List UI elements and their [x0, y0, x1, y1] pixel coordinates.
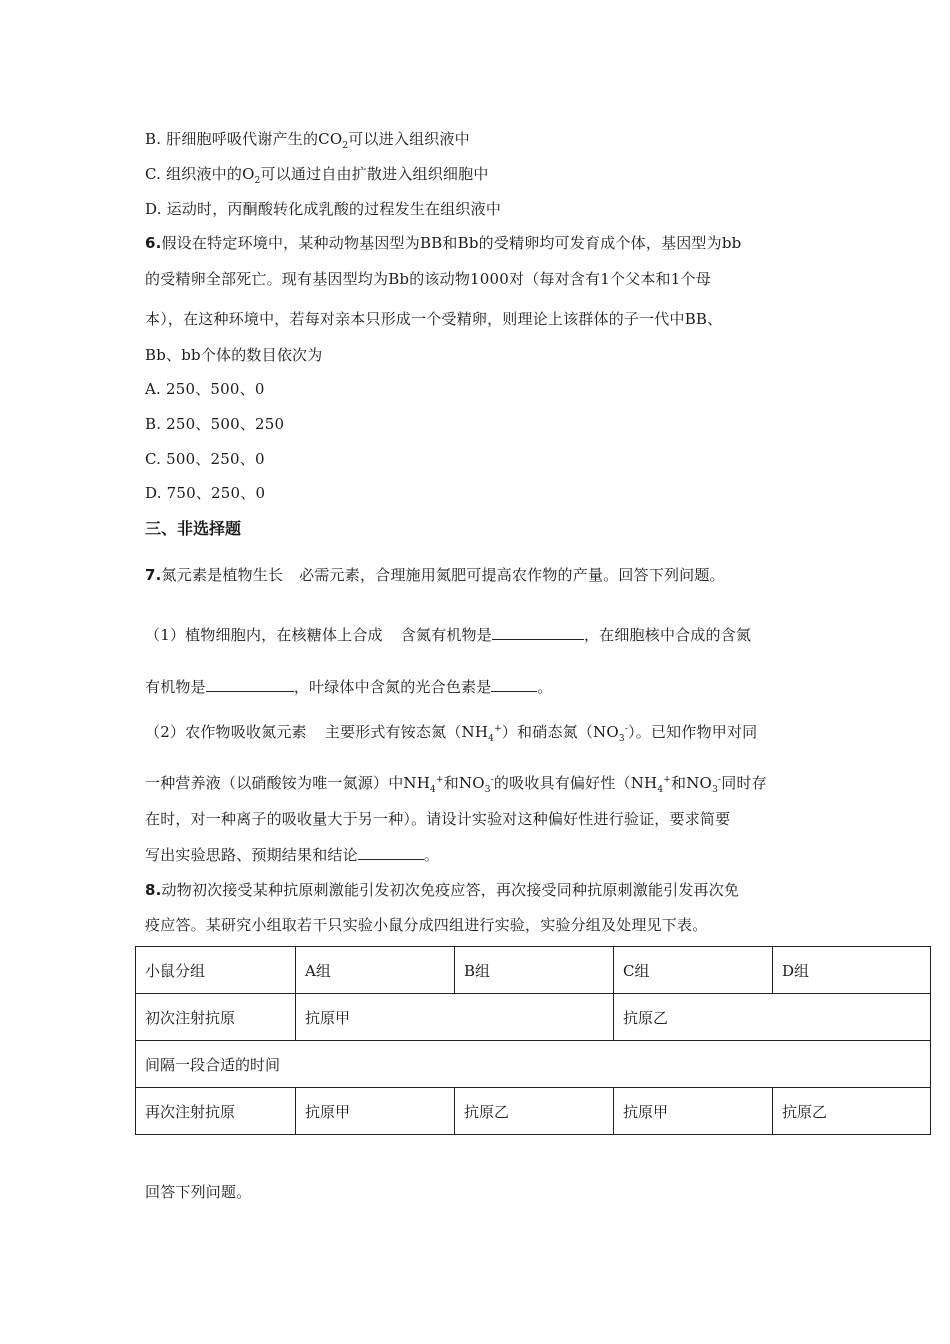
table-cell: 抗原甲	[296, 994, 614, 1041]
table-row	[136, 1041, 931, 1088]
q7-part2-line3: 在时，对一种离子的吸收量大于另一种）。请设计实验对这种偏好性进行验证，要求简要	[145, 810, 731, 828]
q8-after-text: 回答下列问题。	[145, 1183, 252, 1201]
q6-line-3: 本），在这种环境中，若每对亲本只形成一个受精卵，则理论上该群体的子一代中BB、	[145, 310, 723, 328]
experiment-group-table	[135, 946, 931, 1135]
q8-number: 8.	[145, 881, 162, 899]
q6-option-c: C. 500、250、0	[145, 450, 265, 468]
table-row	[136, 994, 931, 1041]
q5-option-c: C. 组织液中的$O_2$可以通过自由扩散进入组织细胞中	[145, 165, 489, 186]
q5-option-b: B. 肝细胞呼吸代谢产生的$CO_2$可以进入组织液中	[145, 130, 470, 151]
q8-line-2: 疫应答。某研究小组取若干只实验小鼠分成四组进行实验，实验分组及处理见下表。	[145, 916, 708, 934]
table-cell: 小鼠分组	[136, 947, 296, 994]
q5-option-d: D. 运动时，丙酮酸转化成乳酸的过程发生在组织液中	[145, 200, 502, 218]
table-cell: 抗原乙	[773, 1088, 931, 1135]
q7-part1-line2: 有机物是 ，叶绿体中含氮的光合色素是 。	[145, 678, 553, 696]
q7-intro: 7.氮元素是植物生长 必需元素，合理施用氮肥可提高农作物的产量。回答下列问题。	[145, 566, 725, 584]
q7-blank-4[interactable]	[358, 845, 424, 860]
table-cell: 抗原甲	[296, 1088, 455, 1135]
q6-number: 6.	[145, 234, 162, 252]
table-cell: C组	[614, 947, 773, 994]
q6-line-1: 6.假设在特定环境中，某种动物基因型为BB和Bb的受精卵均可发育成个体，基因型为bb	[145, 234, 742, 252]
q7-part1-line1: （1）植物细胞内，在核糖体上合成 含氮有机物是 ，在细胞核中合成的含氮	[145, 626, 752, 644]
q8-line-1: 8.动物初次接受某种抗原刺激能引发初次免疫应答，再次接受同种抗原刺激能引发再次免	[145, 881, 740, 899]
table-cell: 初次注射抗原	[136, 994, 296, 1041]
table-cell: 抗原甲	[614, 1088, 773, 1135]
table-cell: 再次注射抗原	[136, 1088, 296, 1135]
table-cell: 抗原乙	[614, 994, 931, 1041]
q6-option-b: B. 250、500、250	[145, 415, 285, 433]
table-row	[136, 1088, 931, 1135]
table-cell: 间隔一段合适的时间	[136, 1041, 931, 1088]
table-cell: 抗原乙	[455, 1088, 614, 1135]
q6-option-d: D. 750、250、0	[145, 484, 266, 502]
table-cell: B组	[455, 947, 614, 994]
section-title: 三、非选择题	[145, 519, 242, 538]
q7-blank-2[interactable]	[206, 677, 294, 692]
table-cell: D组	[773, 947, 931, 994]
q6-line-2: 的受精卵全部死亡。现有基因型均为Bb的该动物1000对（每对含有1个父本和1个母	[145, 270, 711, 288]
q7-number: 7.	[145, 566, 162, 584]
q7-blank-3[interactable]	[491, 677, 537, 692]
q7-part2-line2: 一种营养液（以硝酸铵为唯一氮源）中$NH_4^+$和$NO_3^-$的吸收具有偏好性（$NH_4^+$和$NO_3^-$同时存	[145, 774, 767, 795]
q7-part2-line1: （2）农作物吸收氮元素 主要形式有铵态氮$(NH_4^+)$和硝态氮$(NO_3^-)$。已知作物甲对同	[145, 723, 758, 744]
table-cell: A组	[296, 947, 455, 994]
q6-line-4: Bb、bb个体的数目依次为	[145, 346, 323, 364]
q6-option-a: A. 250、500、0	[145, 380, 265, 398]
table-row	[136, 947, 931, 994]
q7-blank-1[interactable]	[492, 625, 584, 640]
q7-part2-line4: 写出实验思路、预期结果和结论 。	[145, 846, 440, 864]
